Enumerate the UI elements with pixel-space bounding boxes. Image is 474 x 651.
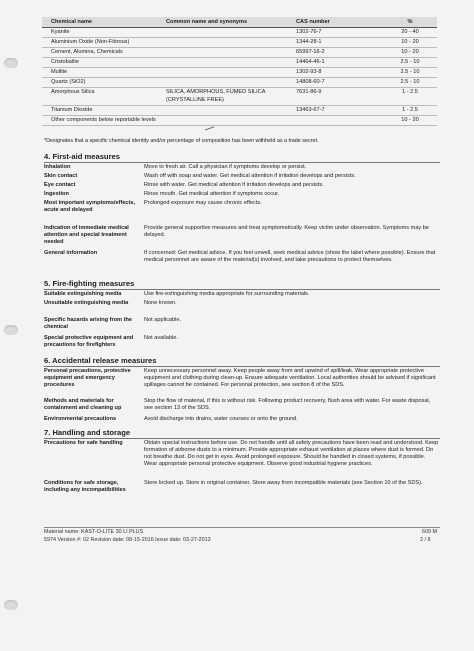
cell-chemical: Cristobalite: [42, 58, 157, 68]
row-value: Use fire-extinguishing media appropriate for surrounding materials.: [144, 291, 310, 297]
table-row: [42, 48, 437, 58]
cell-pct: 10 - 20: [377, 48, 437, 58]
cell-cas: 14464-46-1: [287, 58, 377, 68]
row-value: Obtain special instructions before use. Do not handle until all safety precautions have been read and understood. Keep formation of airborne dusts to a minimum. Provide appropriate exhaust ventilation at places where dust is formed. Do not breathe dust. Do not get in eyes. Avoid prolonged exposure. Should be handled in closed systems, if possible. Wear appropriate personal protective equipment. Observe good industrial hygiene practices.: [144, 440, 439, 467]
row-label: Methods and materials for containment and cleaning up: [44, 398, 122, 411]
row-value: Prolonged exposure may cause chronic effects.: [144, 200, 262, 206]
row-label: Special protective equipment and precautions for firefighters: [44, 335, 134, 348]
punch-hole: [4, 325, 18, 335]
table-row: [42, 68, 437, 78]
table-row: [42, 58, 437, 68]
section-heading-first-aid: 4. First-aid measures: [44, 152, 440, 163]
cell-common: [157, 68, 287, 78]
row-value: Not applicable.: [144, 317, 182, 323]
header-pct: %: [377, 17, 437, 28]
cell-common: [157, 28, 287, 38]
cell-cas: 1302-76-7: [287, 28, 377, 38]
table-row: [42, 106, 437, 116]
punch-hole: [4, 58, 18, 68]
table-header-row: [42, 17, 437, 28]
row-label: General information: [44, 250, 98, 256]
table-row: [42, 78, 437, 88]
cell-pct: 1 - 2.5: [377, 88, 437, 106]
row-value: Wash off with soap and water. Get medical attention if irritation develops and persists.: [144, 173, 356, 179]
cell-cas: [287, 116, 377, 126]
cell-common: [157, 38, 287, 48]
table-row: [42, 88, 437, 106]
cell-chemical: Aluminium Oxide (Non-Fibrous): [42, 38, 157, 48]
row-label: Personal precautions, protective equipment and emergency procedures: [44, 368, 131, 388]
cell-chemical: Cement, Alumina, Chemicals: [42, 48, 157, 58]
cell-chemical: Mullite: [42, 68, 157, 78]
table-row: [42, 28, 437, 38]
section-heading-fire-fighting: 5. Fire-fighting measures: [44, 279, 440, 290]
row-value: Store locked up. Store in original container. Store away from incompatible materials (see Section 10 of the SDS).: [144, 480, 423, 486]
row-label: Unsuitable extinguishing media: [44, 300, 129, 306]
cell-pct: 2.5 - 10: [377, 58, 437, 68]
row-label: Conditions for safe storage, including any incompatibilities: [44, 480, 126, 493]
cell-common: [157, 106, 287, 116]
row-label: Indication of immediate medical attention and special treatment needed: [44, 225, 129, 245]
cell-cas: 65997-16-2: [287, 48, 377, 58]
cell-chemical: Quartz (SiO2): [42, 78, 157, 88]
row-value: None known.: [144, 300, 177, 306]
cell-pct: 20 - 40: [377, 28, 437, 38]
row-value: Rinse with water. Get medical attention if irritation develops and persists.: [144, 182, 324, 188]
cell-cas: 1344-28-1: [287, 38, 377, 48]
cell-cas: 13463-67-7: [287, 106, 377, 116]
cell-chemical: Amorphous Silica: [42, 88, 157, 106]
row-value: Not available.: [144, 335, 178, 341]
row-value: Rinse mouth. Get medical attention if symptoms occur.: [144, 191, 280, 197]
row-label: Inhalation: [44, 164, 71, 170]
cell-cas: 14808-60-7: [287, 78, 377, 88]
row-label: Ingestion: [44, 191, 69, 197]
row-label: Precautions for safe handling: [44, 440, 123, 446]
cell-pct: 2.5 - 10: [377, 78, 437, 88]
cell-chemical: Other components below reportable levels: [42, 116, 287, 126]
cell-pct: 10 - 20: [377, 38, 437, 48]
cell-common: [157, 48, 287, 58]
row-label: Specific hazards arising from the chemical: [44, 317, 132, 330]
row-label: Environmental precautions: [44, 416, 117, 422]
cell-chemical: Kyanite: [42, 28, 157, 38]
cell-pct: 2.5 - 10: [377, 68, 437, 78]
cell-pct: 1 - 2.5: [377, 106, 437, 116]
cell-common: SILICA, AMORPHOUS, FUMED SILICA (CRYSTALLINE FREE): [157, 88, 287, 106]
row-label: Most important symptoms/effects, acute and delayed: [44, 200, 136, 213]
row-value: Provide general supportive measures and treat symptomatically. Keep victim under observation. Symptoms may be delayed.: [144, 225, 429, 238]
footer-divider: [44, 527, 440, 528]
section-heading-accidental-release: 6. Accidental release measures: [44, 356, 440, 367]
cell-pct: 10 - 20: [377, 116, 437, 126]
table-row: [42, 38, 437, 48]
footer-material-name: Material name: KAST-O-LITE 30 LI PLUS: [44, 529, 144, 535]
row-value: Stop the flow of material, if this is without risk. Following product recovery, flush area with water. For waste disposal, see section 13 of the SDS.: [144, 398, 431, 411]
row-label: Skin contact: [44, 173, 78, 179]
header-cas: CAS number: [287, 17, 377, 28]
cell-cas: 7631-86-9: [287, 88, 377, 106]
footer-code: 609 M: [422, 529, 437, 535]
footer-id-line: 5974 Version #: 02 Revision date: 08-15-2016 Issue date: 03-27-2013: [44, 537, 211, 543]
trade-secret-footnote: *Designates that a specific chemical identity and/or percentage of composition has been withheld as a trade secret.: [44, 138, 319, 144]
cell-common: [157, 58, 287, 68]
cell-chemical: Titanium Dioxide: [42, 106, 157, 116]
row-value: Avoid discharge into drains, water courses or onto the ground.: [144, 416, 298, 422]
footer-page-number: 2 / 8: [420, 537, 431, 543]
cell-cas: 1302-93-8: [287, 68, 377, 78]
cell-common: [157, 78, 287, 88]
section-heading-handling-storage: 7. Handling and storage: [44, 428, 440, 439]
row-value: Keep unnecessary personnel away. Keep people away from and upwind of spill/leak. Wear appropriate protective equipment and clothing during clean-up. Ensure adequate ventilation. Local authorities should be advised if significant spillages cannot be contained. For personal protection, see section 8 of the SDS.: [144, 368, 436, 388]
row-value: Move to fresh air. Call a physician if symptoms develop or persist.: [144, 164, 307, 170]
composition-table: [42, 17, 437, 126]
row-label: Eye contact: [44, 182, 76, 188]
row-value: If concerned: Get medical advice. If you feel unwell, seek medical advice (show the label where possible). Ensure that medical personnel are aware of the material(s) involved, and take precautions to protect themselves.: [144, 250, 436, 263]
table-row: [42, 116, 437, 126]
row-label: Suitable extinguishing media: [44, 291, 122, 297]
header-common: Common name and synonyms: [157, 17, 287, 28]
header-chemical: Chemical name: [42, 17, 157, 28]
punch-hole: [4, 600, 18, 610]
